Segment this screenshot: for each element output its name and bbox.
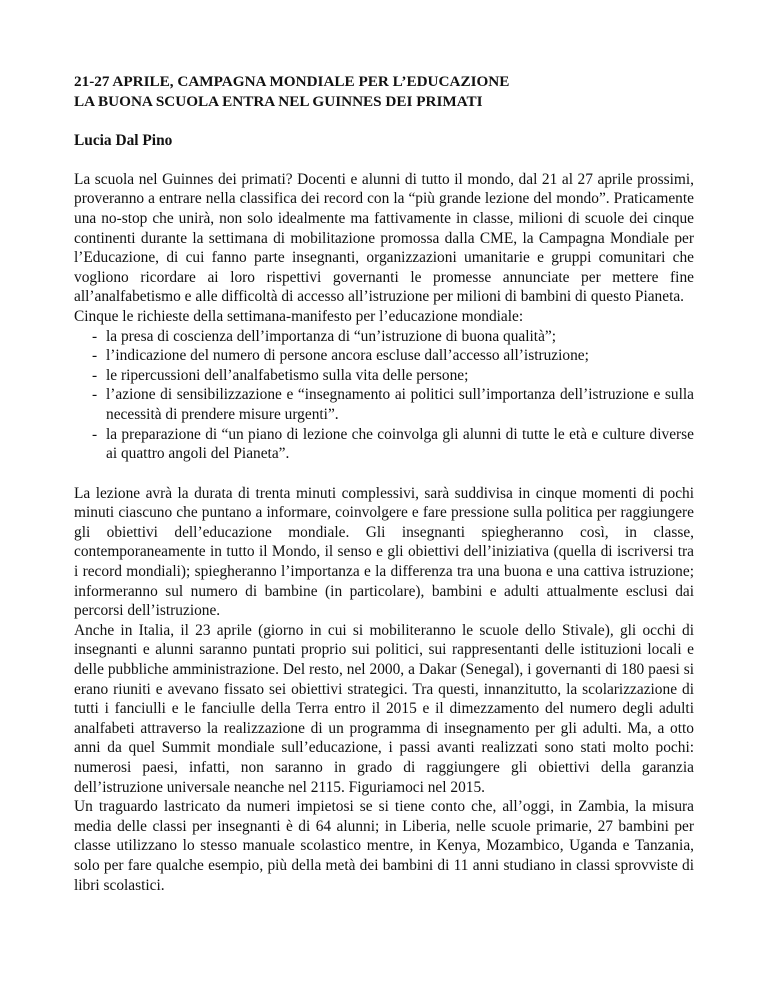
list-item-text: le ripercussioni dell’analfabetismo sulla vita delle persone; <box>106 366 469 384</box>
author-name: Lucia Dal Pino <box>74 132 173 150</box>
demands-list <box>74 327 694 464</box>
list-item <box>92 366 694 386</box>
document-page <box>74 72 694 895</box>
list-item <box>92 385 694 424</box>
dash-marker: - <box>92 327 98 345</box>
list-item <box>92 346 694 366</box>
list-item <box>92 425 694 464</box>
article-title <box>74 72 694 111</box>
dash-marker: - <box>92 425 98 443</box>
dash-marker: - <box>92 347 98 365</box>
paragraph-5: Un traguardo lastricato da numeri impietosi se si tiene conto che, all’oggi, in Zambia, la misura media delle classi per insegnanti è di 64 alunni; in Liberia, nelle scuole primarie, 27 bambini per classe utilizzano lo stesso manuale scolastico mentre, in Kenya, Mozambico, Uganda e Tanzania, solo per fare qualche esempio, più della metà dei bambini di 11 anni studiano in classi sprovviste di libri scolastici. <box>74 798 694 894</box>
dash-marker: - <box>92 386 98 404</box>
list-item-text: l’indicazione del numero di persone ancora escluse dall’accesso all’istruzione; <box>106 347 589 365</box>
list-item-text: la presa di coscienza dell’importanza di “un’istruzione di buona qualità”; <box>106 327 557 345</box>
title-line-2: LA BUONA SCUOLA ENTRA NEL GUINNES DEI PRIMATI <box>74 92 483 110</box>
title-line-1: 21-27 APRILE, CAMPAGNA MONDIALE PER L’EDUCAZIONE <box>74 73 510 90</box>
list-item-text: la preparazione di “un piano di lezione che coinvolga gli alunni di tutte le età e culture diverse ai quattro angoli del Pianeta”. <box>106 425 694 463</box>
list-intro: Cinque le richieste della settimana-manifesto per l’educazione mondiale: <box>74 307 524 325</box>
list-item-text: l’azione di sensibilizzazione e “insegnamento ai politici sull’importanza dell’istruzione e sulla necessità di prendere misure urgenti”. <box>106 386 694 423</box>
paragraph-1: La scuola nel Guinnes dei primati? Docenti e alunni di tutto il mondo, dal 21 al 27 aprile prossimi, proveranno a entrare nella classifica dei record con la “più grande lezione del mondo”. Praticamente una no-stop che unirà, non solo idealmente ma fattivamente in classe, milioni di scuole dei cinque continenti durante la settimana di mobilitazione promossa dalla CME, la Campagna Mondiale per l’Educazione, di cui fanno parte insegnanti, organizzazioni umanitarie e gruppi comunitari che vogliono ricordare ai loro rispettivi governanti le promesse annunciate per mettere fine all’analfabetismo e alle difficoltà di accesso all’istruzione per milioni di bambini di questo Pianeta. <box>74 170 694 306</box>
dash-marker: - <box>92 366 98 384</box>
list-item <box>92 327 694 347</box>
paragraph-4: Anche in Italia, il 23 aprile (giorno in cui si mobiliteranno le scuole dello Stivale), gli occhi di insegnanti e alunni saranno puntati proprio sui politici, sui rappresentanti delle istituzioni locali e delle pubbliche amministrazione. Del resto, nel 2000, a Dakar (Senegal), i governanti di 180 paesi si erano riuniti e avevano fissato sei obiettivi strategici. Tra questi, innanzitutto, la scolarizzazione di tutti i fanciulli e le fanciulle della Terra entro il 2015 e il dimezzamento del numero degli adulti analfabeti attraverso la realizzazione di un programma di insegnamento per gli adulti. Ma, a otto anni da quel Summit mondiale sull’educazione, i passi avanti realizzati sono stati molto pochi: numerosi paesi, infatti, non saranno in grado di raggiungere gli obiettivi della garanzia dell’istruzione universale neanche nel 2115. Figuriamoci nel 2015. <box>74 621 694 796</box>
paragraph-3: La lezione avrà la durata di trenta minuti complessivi, sarà suddivisa in cinque momenti di pochi minuti ciascuno che puntano a informare, coinvolgere e fare pressione sulla politica per raggiungere gli obiettivi dell’educazione mondiale. Gli insegnanti spiegheranno così, in classe, contemporaneamente in tutto il Mondo, il senso e gli obiettivi dell’iniziativa (quella di iscriversi tra i record mondiali); spiegheranno l’importanza e la differenza tra una buona e una cattiva istruzione; informeranno sul numero di bambine (in particolare), bambini e adulti attualmente esclusi dai percorsi dell’istruzione. <box>74 484 694 620</box>
